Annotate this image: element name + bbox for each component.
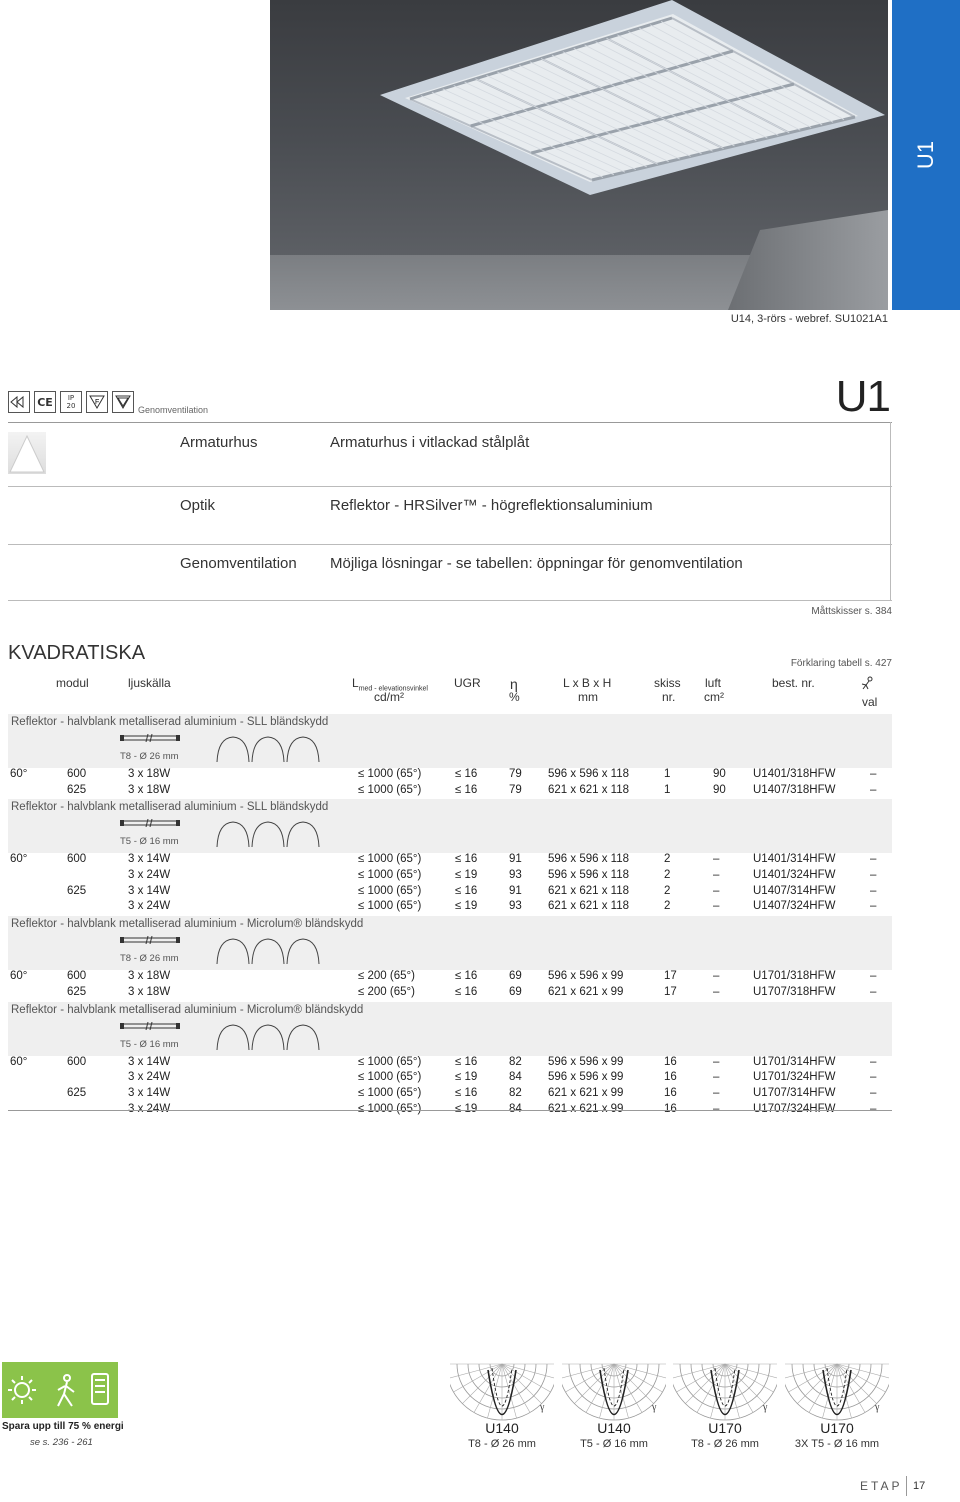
- cell-dim: 596 x 596 x 99: [548, 1055, 624, 1068]
- cell-val: –: [870, 783, 877, 796]
- cell-ugr: ≤ 16: [455, 1086, 478, 1099]
- col-dimensions-unit: mm: [578, 690, 598, 704]
- lamp-tube-label: T8 - Ø 26 mm: [120, 953, 179, 965]
- cell-lum: ≤ 200 (65°): [358, 970, 415, 983]
- reflector-profile-icon: [216, 936, 326, 966]
- polar-diagram: [673, 1360, 777, 1422]
- spec-value: Reflektor - HRSilver™ - högreflektionsaluminium: [330, 497, 653, 514]
- cell-sk: 16: [664, 1086, 677, 1099]
- cell-sk: 17: [664, 970, 677, 983]
- cell-lum: ≤ 1000 (65°): [358, 1086, 422, 1099]
- cell-lum: ≤ 1000 (65°): [358, 783, 422, 796]
- gamma-label: γ: [875, 1402, 880, 1413]
- cell-ugr: ≤ 16: [455, 970, 478, 983]
- spec-row-ventilation: [8, 545, 892, 601]
- group-title: Reflektor - halvblank metalliserad aluminium - SLL bländskydd: [11, 801, 329, 814]
- cell-lum: ≤ 1000 (65°): [358, 884, 422, 897]
- f-mark-icon: [86, 391, 108, 413]
- cell-dim: 621 x 621 x 99: [548, 1086, 624, 1099]
- cell-val: –: [870, 1086, 877, 1099]
- gamma-label: γ: [763, 1402, 768, 1413]
- lamp-tube-label: T5 - Ø 16 mm: [120, 1038, 179, 1050]
- cell-dim: 596 x 596 x 118: [548, 768, 629, 780]
- cell-lamp: 3 x 24W: [128, 900, 171, 913]
- cell-lum: ≤ 1000 (65°): [358, 869, 422, 882]
- cell-mod: 625: [67, 1086, 87, 1099]
- ce-mark-icon: CE: [34, 391, 56, 413]
- cell-luft: –: [713, 869, 720, 882]
- cell-sk: 2: [664, 869, 671, 882]
- table-row: [8, 1071, 892, 1087]
- cell-dim: 621 x 621 x 99: [548, 1102, 624, 1115]
- cell-lamp: 3 x 14W: [128, 853, 171, 866]
- cell-luft: –: [713, 1086, 720, 1099]
- cell-lamp: 3 x 14W: [128, 884, 171, 897]
- cell-best: U1707/318HFW: [753, 985, 836, 998]
- cell-eta: 79: [509, 783, 522, 796]
- cell-eta: 82: [509, 1055, 522, 1068]
- spec-value: Armaturhus i vitlackad stålplåt: [330, 434, 530, 451]
- cell-lamp: 3 x 24W: [128, 1071, 171, 1084]
- group-title: Reflektor - halvblank metalliserad aluminium - Microlum® bländskydd: [11, 918, 364, 931]
- cell-luft: –: [713, 1055, 720, 1068]
- energy-saving-text: Spara upp till 75 % energi: [2, 1421, 124, 1432]
- cell-sk: 16: [664, 1102, 677, 1115]
- col-modul: modul: [56, 676, 89, 690]
- cell-best: U1707/314HFW: [753, 1086, 836, 1099]
- gamma-label: γ: [540, 1402, 545, 1413]
- cell-ugr: ≤ 16: [455, 1055, 478, 1068]
- cell-sk: 2: [664, 853, 671, 866]
- cell-val: –: [870, 853, 877, 866]
- cell-lum: ≤ 1000 (65°): [358, 900, 422, 913]
- cell-luft: –: [713, 1102, 720, 1115]
- product-group: [8, 916, 892, 1001]
- energy-saving-reference: se s. 236 - 261: [30, 1437, 93, 1448]
- col-best: best. nr.: [772, 676, 815, 690]
- table-row: [8, 784, 892, 800]
- col-val: val: [862, 695, 878, 709]
- cell-dim: 596 x 596 x 99: [548, 1071, 624, 1084]
- cell-ang: 60°: [10, 768, 28, 780]
- svg-text:F: F: [95, 399, 100, 406]
- table-row: [8, 869, 892, 885]
- cell-lamp: 3 x 18W: [128, 985, 171, 998]
- cell-eta: 69: [509, 985, 522, 998]
- product-code: U1: [835, 372, 890, 421]
- col-lmed: $L_{med - elevationsvinkel}$: [352, 676, 428, 693]
- cell-lum: ≤ 1000 (65°): [358, 853, 422, 866]
- cell-mod: 625: [67, 884, 87, 897]
- photo-caption: U14, 3-rörs - webref. SU1021A1: [730, 313, 888, 325]
- cell-lum: ≤ 1000 (65°): [358, 1071, 422, 1084]
- cell-lamp: 3 x 18W: [128, 768, 171, 780]
- cell-mod: 600: [67, 853, 87, 866]
- cell-mod: 625: [67, 985, 87, 998]
- cell-luft: 90: [713, 768, 726, 780]
- cell-ugr: ≤ 19: [455, 1071, 478, 1084]
- cell-val: –: [870, 985, 877, 998]
- cell-dim: 621 x 621 x 118: [548, 783, 629, 796]
- gamma-label: γ: [652, 1402, 657, 1413]
- cell-best: U1407/318HFW: [753, 783, 836, 796]
- cell-val: –: [870, 869, 877, 882]
- spec-value: Möjliga lösningar - se tabellen: öppningar för genomventilation: [330, 555, 743, 572]
- ip20-icon: IP 20: [60, 391, 82, 413]
- cell-mod: 600: [67, 768, 87, 780]
- cell-ugr: ≤ 19: [455, 1102, 478, 1115]
- cell-lum: ≤ 1000 (65°): [358, 1055, 422, 1068]
- polar-diagram-lamp: 3X T5 - Ø 16 mm: [794, 1438, 880, 1450]
- cell-lamp: 3 x 24W: [128, 1102, 171, 1115]
- polar-diagram-name: U170: [708, 1420, 742, 1436]
- cell-ugr: ≤ 16: [455, 985, 478, 998]
- cell-best: U1701/324HFW: [753, 1071, 836, 1084]
- cell-lamp: 3 x 18W: [128, 970, 171, 983]
- cell-best: U1407/314HFW: [753, 884, 836, 897]
- ff-mark-icon: [112, 391, 134, 413]
- polar-diagram-name: U140: [485, 1420, 519, 1436]
- group-header: [8, 916, 892, 970]
- cell-dim: 596 x 596 x 118: [548, 853, 629, 866]
- cell-luft: –: [713, 853, 720, 866]
- cell-ang: 60°: [10, 853, 28, 866]
- cell-best: U1401/324HFW: [753, 869, 836, 882]
- cell-sk: 16: [664, 1055, 677, 1068]
- option-person-icon: [858, 676, 874, 693]
- table-row: [8, 1087, 892, 1103]
- group-title: Reflektor - halvblank metalliserad aluminium - SLL bländskydd: [11, 716, 329, 728]
- cell-luft: –: [713, 900, 720, 913]
- cell-ugr: ≤ 16: [455, 853, 478, 866]
- lamp-tube-icon: [120, 1022, 180, 1030]
- cell-sk: 17: [664, 985, 677, 998]
- cell-mod: 600: [67, 970, 87, 983]
- group-header: [8, 1002, 892, 1056]
- lamp-tube-label: T5 - Ø 16 mm: [120, 836, 179, 848]
- cell-sk: 16: [664, 1071, 677, 1084]
- cell-eta: 82: [509, 1086, 522, 1099]
- cell-sk: 2: [664, 884, 671, 897]
- spec-label: Genomventilation: [180, 555, 297, 572]
- section-title: KVADRATISKA: [8, 642, 146, 664]
- cell-best: U1701/314HFW: [753, 1055, 836, 1068]
- cell-ugr: ≤ 16: [455, 884, 478, 897]
- spec-row-optics: [8, 487, 892, 545]
- col-eta: η: [510, 676, 518, 692]
- cell-sk: 1: [664, 783, 671, 796]
- double-insulation-icon: [8, 391, 30, 413]
- polar-diagram-name: U170: [820, 1420, 854, 1436]
- cell-best: U1707/324HFW: [753, 1102, 836, 1115]
- table-row: [8, 885, 892, 901]
- product-table: [8, 714, 892, 1118]
- lamp-tube-icon: [120, 936, 180, 944]
- cell-lamp: 3 x 18W: [128, 783, 171, 796]
- product-group: [8, 1002, 892, 1119]
- polar-diagram-lamp: T8 - Ø 26 mm: [468, 1438, 536, 1450]
- cell-ugr: ≤ 19: [455, 869, 478, 882]
- cell-ang: 60°: [10, 970, 28, 983]
- col-ugr: UGR: [454, 676, 481, 690]
- cell-best: U1407/324HFW: [753, 900, 836, 913]
- cell-lum: ≤ 200 (65°): [358, 985, 415, 998]
- cell-lum: ≤ 1000 (65°): [358, 768, 422, 780]
- table-row: [8, 768, 892, 784]
- product-group: [8, 799, 892, 916]
- table-row: [8, 986, 892, 1002]
- certification-icons: [8, 391, 134, 413]
- cell-val: –: [870, 768, 877, 780]
- cell-luft: –: [713, 985, 720, 998]
- cell-best: U1401/318HFW: [753, 768, 836, 780]
- cell-luft: –: [713, 884, 720, 897]
- group-title: Reflektor - halvblank metalliserad aluminium - Microlum® bländskydd: [11, 1003, 364, 1016]
- cell-dim: 621 x 621 x 118: [548, 884, 629, 897]
- page-number: 17: [913, 1480, 926, 1492]
- cell-lum: ≤ 1000 (65°): [358, 1102, 422, 1115]
- cell-eta: 84: [509, 1102, 522, 1115]
- table-row: [8, 900, 892, 916]
- polar-diagram-lamp: T8 - Ø 26 mm: [691, 1438, 759, 1450]
- lamp-tube-label: T8 - Ø 26 mm: [120, 751, 179, 762]
- chapter-tab: [892, 0, 960, 310]
- cell-val: –: [870, 1102, 877, 1115]
- reflector-profile-icon: [216, 819, 326, 849]
- col-eta-unit: %: [509, 690, 520, 704]
- cell-lamp: 3 x 24W: [128, 869, 171, 882]
- cell-dim: 621 x 621 x 99: [548, 985, 624, 998]
- cell-dim: 596 x 596 x 99: [548, 970, 624, 983]
- cell-eta: 91: [509, 884, 522, 897]
- col-skiss: skiss: [654, 676, 681, 690]
- cell-lamp: 3 x 14W: [128, 1086, 171, 1099]
- reflector-profile-icon: [216, 734, 326, 764]
- polar-diagram: [562, 1360, 666, 1422]
- cell-mod: 600: [67, 1055, 87, 1068]
- polar-diagram: [785, 1360, 889, 1422]
- cell-luft: –: [713, 1071, 720, 1084]
- energy-saving-badge: [2, 1362, 118, 1418]
- cell-eta: 79: [509, 768, 522, 780]
- cert-label: Genomventilation: [138, 405, 209, 415]
- lamp-tube-icon: [120, 734, 180, 742]
- cell-eta: 93: [509, 869, 522, 882]
- polar-diagram-lamp: T5 - Ø 16 mm: [580, 1438, 648, 1450]
- cell-ugr: ≤ 19: [455, 900, 478, 913]
- table-row: [8, 1056, 892, 1072]
- cell-sk: 2: [664, 900, 671, 913]
- brand-logo: ETAP: [860, 1479, 903, 1493]
- sketch-reference: Måttskisser s. 384: [811, 606, 892, 617]
- spec-label: Armaturhus: [180, 434, 258, 451]
- cell-sk: 1: [664, 768, 671, 780]
- col-lmed-unit: cd/m²: [374, 690, 404, 704]
- chapter-tab-label: U1: [913, 140, 938, 170]
- cell-ang: 60°: [10, 1055, 28, 1068]
- cell-eta: 84: [509, 1071, 522, 1084]
- cell-best: U1701/318HFW: [753, 970, 836, 983]
- cell-eta: 91: [509, 853, 522, 866]
- cell-lamp: 3 x 14W: [128, 1055, 171, 1068]
- cell-val: –: [870, 970, 877, 983]
- col-dimensions: L x B x H: [563, 676, 612, 690]
- polar-diagram: [450, 1360, 554, 1422]
- product-photo: [270, 0, 888, 310]
- cell-luft: 90: [713, 783, 726, 796]
- col-luft: luft: [705, 676, 722, 690]
- table-explanation-reference: Förklaring tabell s. 427: [790, 658, 892, 669]
- cell-val: –: [870, 900, 877, 913]
- cell-val: –: [870, 1055, 877, 1068]
- col-luft-unit: cm²: [704, 690, 724, 704]
- cell-best: U1401/314HFW: [753, 853, 836, 866]
- cell-eta: 93: [509, 900, 522, 913]
- spec-row-housing: [8, 422, 892, 487]
- cell-val: –: [870, 1071, 877, 1084]
- spec-label: Optik: [180, 497, 216, 514]
- cell-luft: –: [713, 970, 720, 983]
- cell-dim: 621 x 621 x 118: [548, 900, 629, 913]
- reflector-profile-icon: [216, 1022, 326, 1052]
- lamp-tube-icon: [120, 819, 180, 827]
- table-row: [8, 853, 892, 869]
- product-group: [8, 714, 892, 799]
- cell-ugr: ≤ 16: [455, 768, 478, 780]
- table-row: [8, 970, 892, 986]
- cell-ugr: ≤ 16: [455, 783, 478, 796]
- cell-mod: 625: [67, 783, 87, 796]
- cell-dim: 596 x 596 x 118: [548, 869, 629, 882]
- col-skiss-unit: nr.: [662, 690, 676, 704]
- cell-eta: 69: [509, 970, 522, 983]
- group-header: [8, 714, 892, 768]
- group-header: [8, 799, 892, 853]
- polar-diagram-name: U140: [597, 1420, 631, 1436]
- luminaire-image: [270, 0, 888, 310]
- cell-val: –: [870, 884, 877, 897]
- col-ljuskalla: ljuskälla: [128, 676, 171, 690]
